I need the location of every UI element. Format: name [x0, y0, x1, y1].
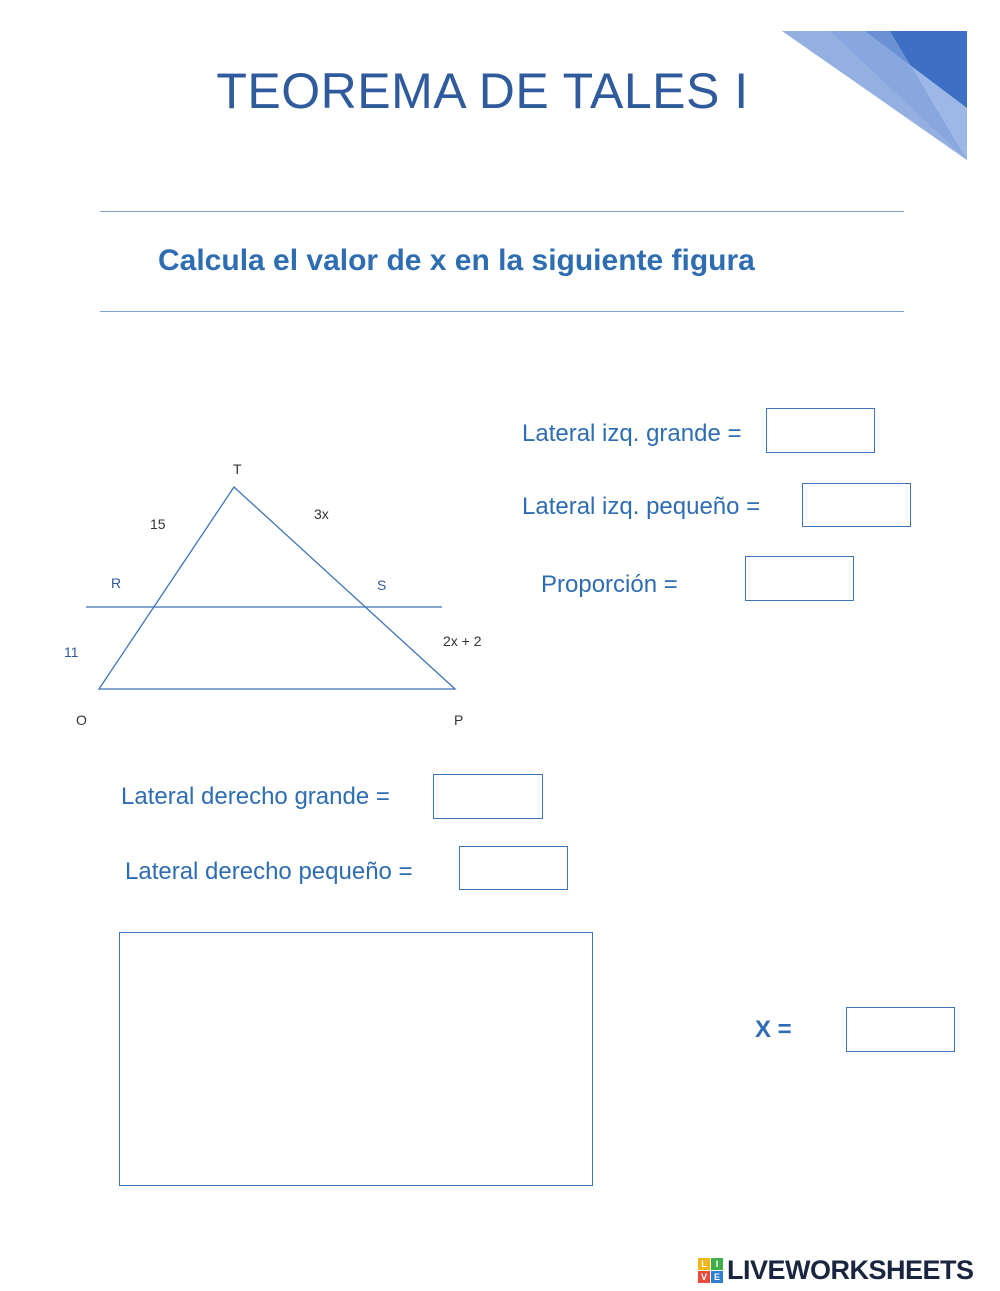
logo-letter-l: L — [698, 1258, 710, 1270]
proporcion-label: Proporción = — [541, 571, 678, 598]
liveworksheets-brand — [698, 1254, 974, 1286]
liveworksheets-logo-icon — [698, 1258, 723, 1283]
instruction-text: Calcula el valor de x en la siguiente figura — [158, 244, 755, 277]
lateral-der-pequeno-input[interactable] — [459, 846, 568, 890]
thales-triangle-figure — [55, 455, 505, 740]
lateral-izq-pequeno-input[interactable] — [802, 483, 911, 527]
lateral-der-grande-label: Lateral derecho grande = — [121, 783, 390, 810]
page-title: TEOREMA DE TALES I — [216, 63, 749, 119]
segment-sp-label: 2x + 2 — [443, 633, 482, 649]
lateral-izq-grande-label: Lateral izq. grande = — [522, 420, 742, 447]
top-divider — [100, 211, 904, 212]
logo-letter-i: I — [711, 1258, 723, 1270]
lateral-izq-pequeno-label: Lateral izq. pequeño = — [522, 493, 761, 520]
lateral-der-grande-input[interactable] — [433, 774, 543, 819]
segment-ts-label: 3x — [314, 506, 329, 522]
x-input[interactable] — [846, 1007, 955, 1052]
logo-letter-e: E — [711, 1271, 723, 1283]
logo-letter-v: V — [698, 1271, 710, 1283]
vertex-s-label: S — [377, 577, 387, 593]
segment-ro-label: 11 — [64, 644, 79, 660]
lateral-der-pequeno-label: Lateral derecho pequeño = — [125, 858, 413, 885]
brand-name: LIVEWORKSHEETS — [727, 1254, 974, 1285]
vertex-r-label: R — [111, 575, 122, 591]
vertex-p-label: P — [454, 712, 464, 728]
vertex-t-label: T — [233, 461, 242, 477]
proporcion-input[interactable] — [745, 556, 854, 601]
lateral-izq-grande-input[interactable] — [766, 408, 875, 453]
workspace-area[interactable] — [119, 932, 593, 1186]
x-label: X = — [755, 1016, 792, 1043]
segment-tr-label: 15 — [150, 516, 166, 532]
bottom-divider — [100, 311, 904, 312]
vertex-o-label: O — [76, 712, 87, 728]
